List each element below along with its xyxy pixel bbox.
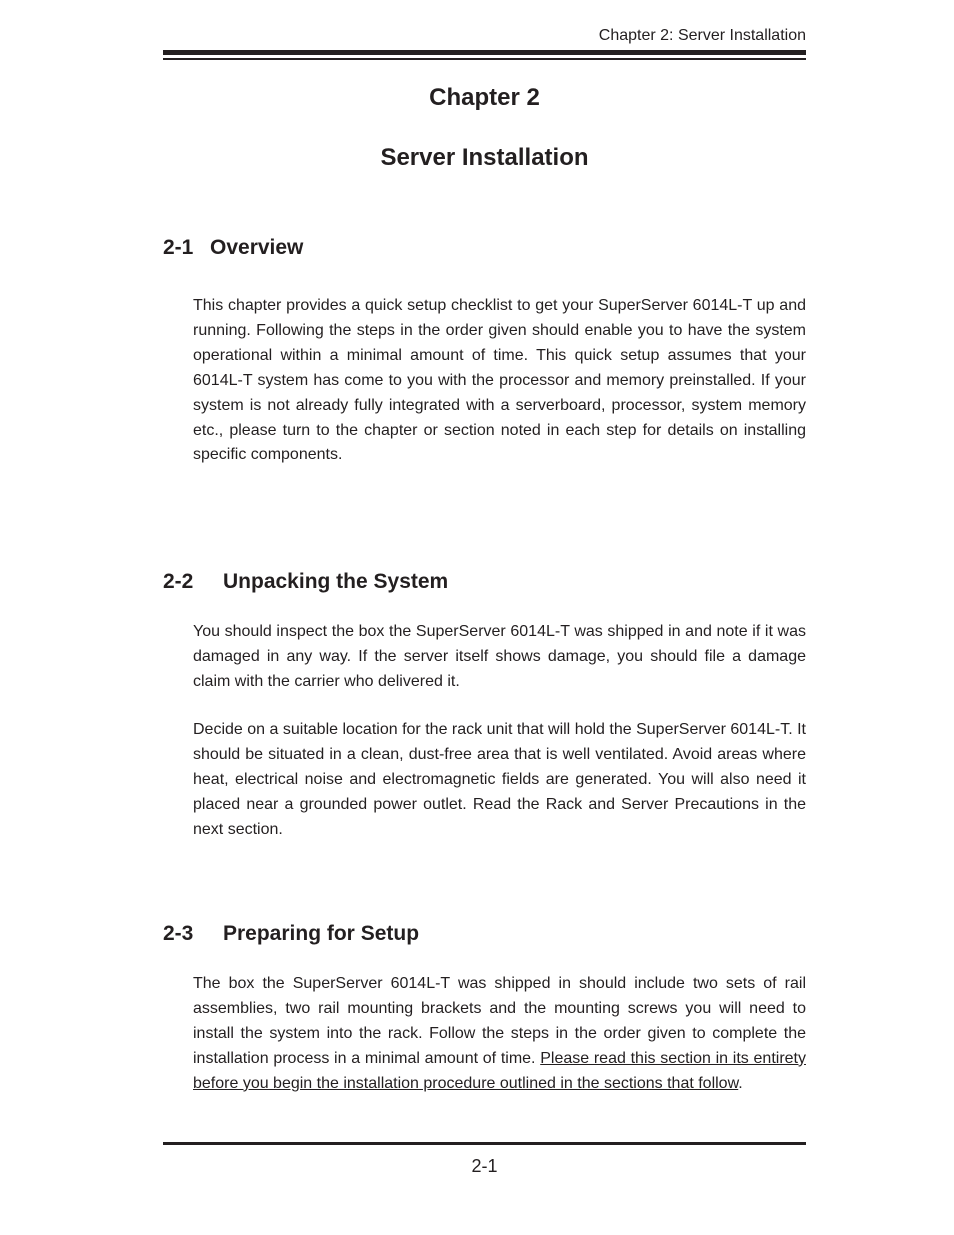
section-number: 2-1: [163, 236, 194, 259]
overview-paragraph: This chapter provides a quick setup checklist to get your SuperServer 6014L-T up and running. Following the steps in the order given should enable you to have the system operational within a minimal amount of time. This quick setup assumes that your 6014L-T system has come to you with the processor and memory preinstalled. If your system is not already fully integrated with a serverboard, processor, system memory etc., please turn to the chapter or section noted in each step for details on installing specific components.: [193, 297, 806, 464]
section-number: 2-3: [163, 922, 194, 945]
section-number: 2-2: [163, 570, 194, 593]
section-heading-preparing: [163, 922, 419, 946]
unpacking-paragraph-2: Decide on a suitable location for the rack unit that will hold the SuperServer 6014L-T. It should be situated in a clean, dust-free area that is well ventilated. Avoid areas where heat, electrical noise and electromagnetic fields are generated. You will also need it placed near a grounded power outlet. Read the Rack and Server Precautions in the next section.: [193, 721, 806, 838]
preparing-paragraph: [193, 972, 806, 1097]
section-title: Preparing for Setup: [223, 922, 420, 945]
unpacking-paragraph-1: You should inspect the box the SuperServer 6014L-T was shipped in and note if it was damaged in any way. If the server itself shows damage, you should file a damage claim with the carrier who delivered it.: [193, 623, 806, 690]
chapter-number: Chapter 2: [429, 84, 540, 111]
section-title: Overview: [210, 236, 304, 259]
note-end: .: [738, 1074, 743, 1092]
section-heading-overview: [163, 236, 303, 260]
running-header: Chapter 2: Server Installation: [598, 27, 806, 44]
footer-rule: [163, 1142, 806, 1145]
underlined-note: Please read this section in its entirety before you begin the installation procedure outlined in the sections that follow: [193, 1049, 806, 1092]
chapter-title: Server Installation: [380, 144, 589, 171]
section-title: Unpacking the System: [223, 570, 449, 593]
preparing-text: The box the SuperServer 6014L-T was shipped in should include two sets of rail assemblies, two rail mounting brackets and the mounting screws you will need to install the system into the rack. Follow the steps in the order given to complete the installation process in a minimal amount of time.: [193, 975, 806, 1067]
header-rule-thin: [163, 58, 806, 60]
section-heading-unpacking: [163, 570, 448, 594]
page-number: 2-1: [471, 1156, 498, 1176]
header-rule-thick: [163, 50, 806, 55]
